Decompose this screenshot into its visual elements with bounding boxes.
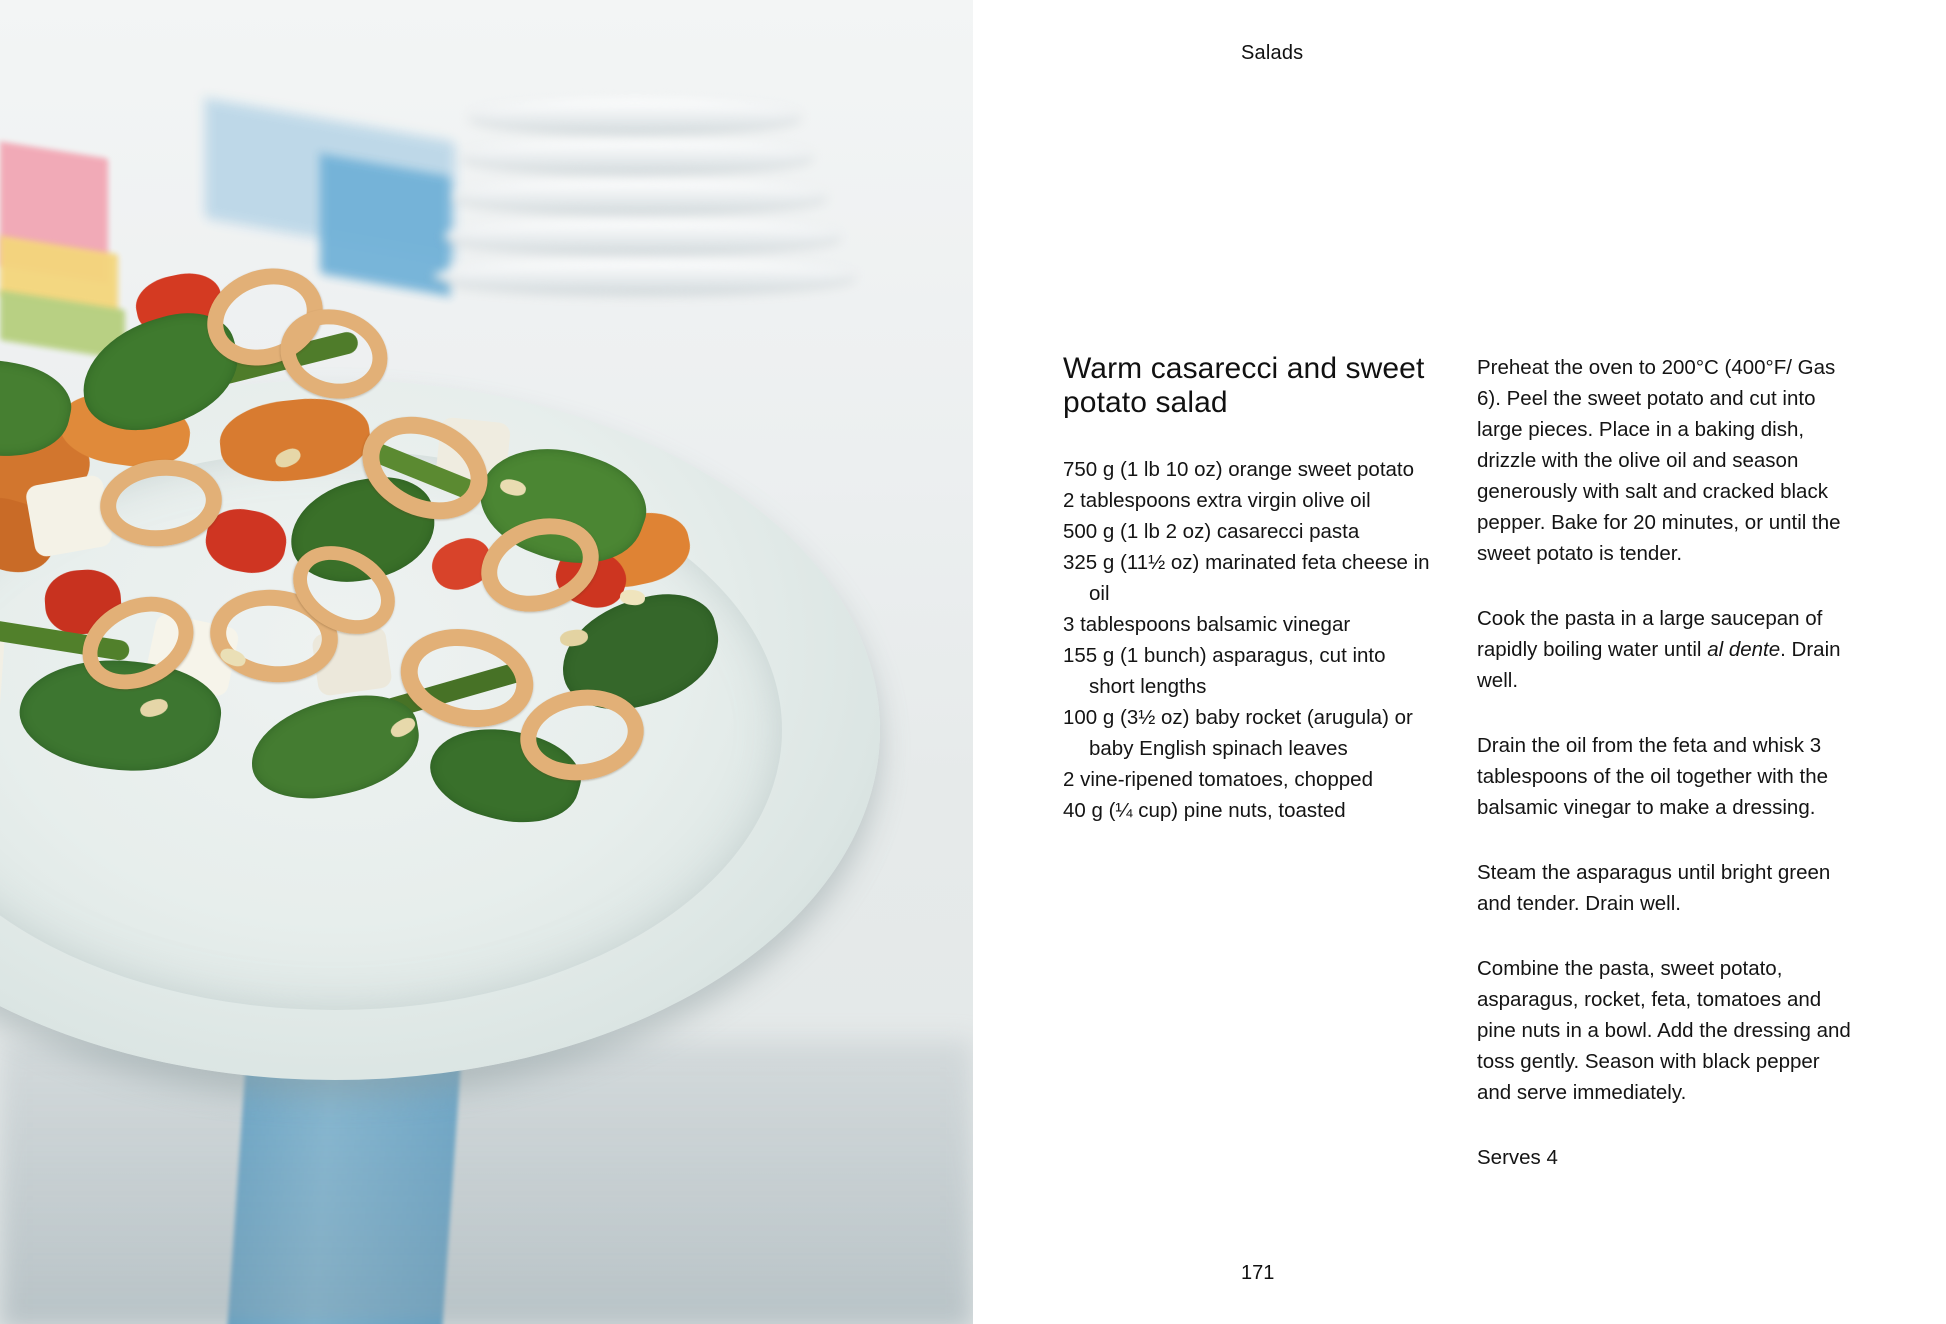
serves-note: Serves 4 xyxy=(1477,1146,1558,1169)
method-step: Cook the pasta in a large saucepan of rapidly boiling water until al dente. Drain well. xyxy=(1477,607,1841,692)
ingredient-item: 2 tablespoons extra virgin olive oil xyxy=(1063,489,1371,512)
ingredient-item: 40 g (¼ cup) pine nuts, toasted xyxy=(1063,799,1346,822)
ingredients-list xyxy=(1063,454,1435,826)
ingredient-item: 3 tablespoons balsamic vinegar xyxy=(1063,613,1351,636)
ingredient-item: 2 vine-ripened tomatoes, chopped xyxy=(1063,768,1373,791)
table-shadow xyxy=(0,1040,973,1324)
ingredients-column xyxy=(1063,352,1435,1173)
salad-mound xyxy=(0,300,820,860)
italic-phrase: al dente xyxy=(1707,638,1781,661)
recipe-columns xyxy=(1063,352,1883,1173)
ingredient-item: 500 g (1 lb 2 oz) casarecci pasta xyxy=(1063,520,1360,543)
ingredient-item: 325 g (11½ oz) marinated feta cheese in oil xyxy=(1063,551,1430,605)
recipe-page xyxy=(973,0,1946,1324)
method-step: Steam the asparagus until bright green and tender. Drain well. xyxy=(1477,861,1831,915)
ingredient-item: 100 g (3½ oz) baby rocket (arugula) or baby English spinach leaves xyxy=(1063,706,1413,760)
ingredient-item: 155 g (1 bunch) asparagus, cut into short lengths xyxy=(1063,644,1386,698)
method-column xyxy=(1477,352,1855,1173)
running-head: Salads xyxy=(1241,42,1304,64)
page-number: 171 xyxy=(1241,1262,1275,1284)
ingredient-item: 750 g (1 lb 10 oz) orange sweet potato xyxy=(1063,458,1415,481)
recipe-title: Warm casarecci and sweet potato salad xyxy=(1063,352,1425,419)
stacked-plates xyxy=(430,95,860,305)
method-step: Preheat the oven to 200°C (400°F/ Gas 6). Peel the sweet potato and cut into large pieces. Place in a baking dish, drizzle with the olive oil and season generously with salt and cracked black pepper. Bake for 20 minutes, or until the sweet potato is tender. xyxy=(1477,356,1841,565)
method-step: Combine the pasta, sweet potato, asparagus, rocket, feta, tomatoes and pine nuts in a bowl. Add the dressing and toss gently. Season with black pepper and serve immediately. xyxy=(1477,957,1851,1104)
method-step: Drain the oil from the feta and whisk 3 tablespoons of the oil together with the balsamic vinegar to make a dressing. xyxy=(1477,734,1829,819)
